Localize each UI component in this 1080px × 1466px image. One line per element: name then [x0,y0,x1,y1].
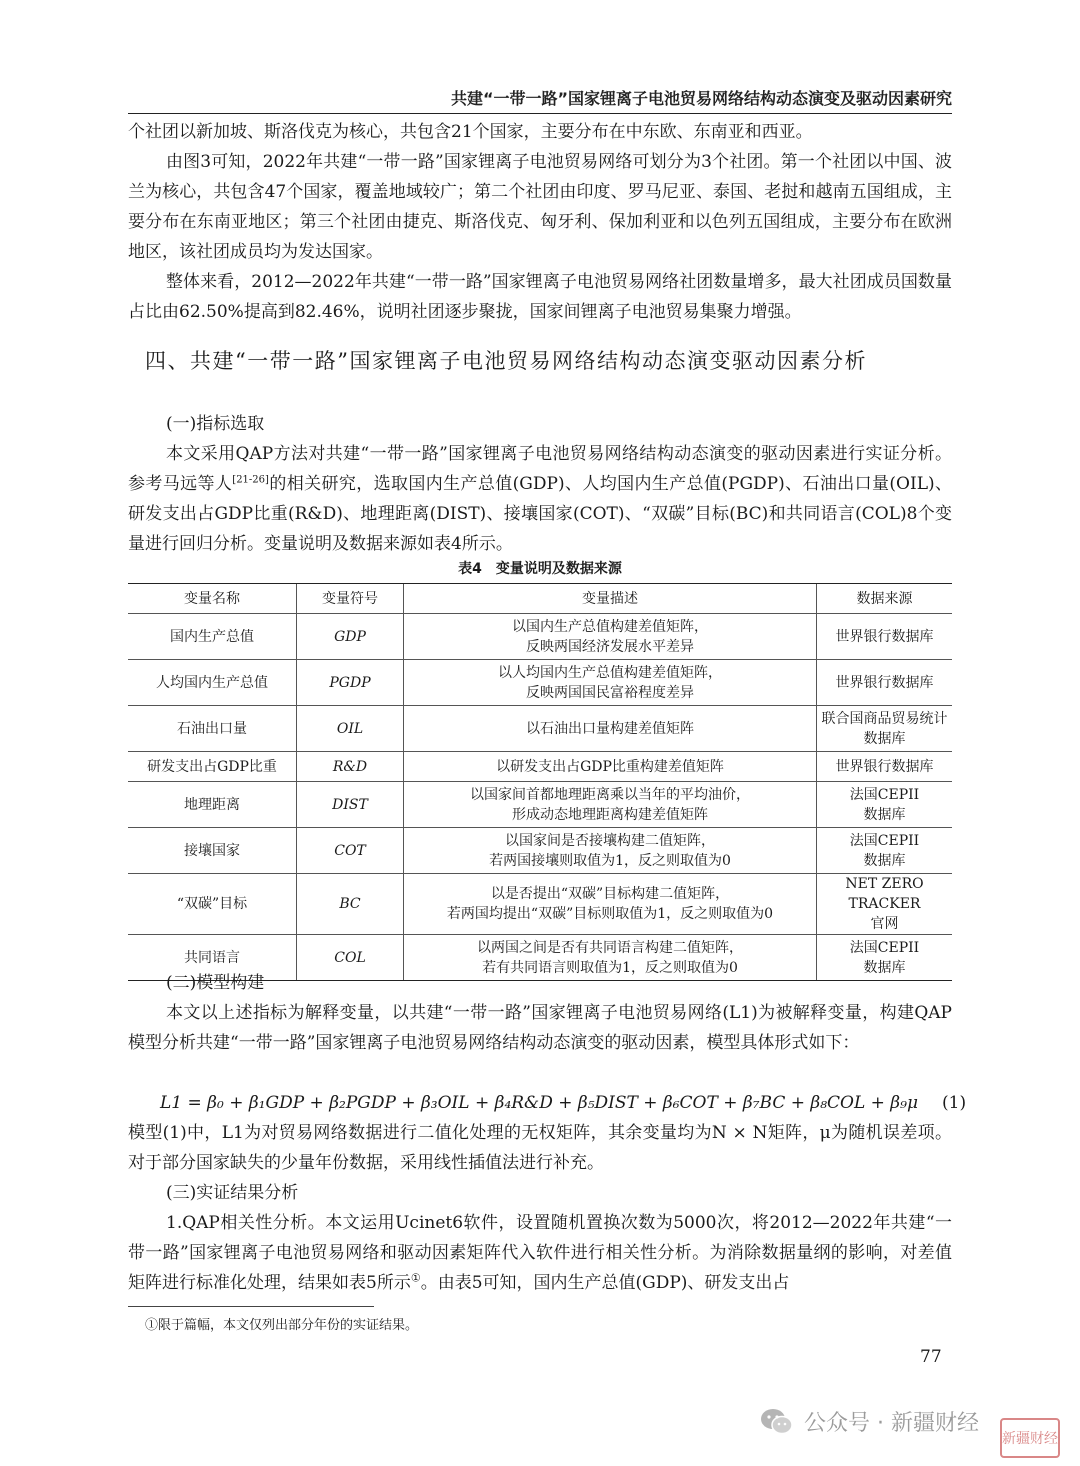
formula-number: (1) [942,1093,967,1113]
section-title: 四、共建“一带一路”国家锂离子电池贸易网络结构动态演变驱动因素分析 [145,349,867,373]
cell-name: “双碳”目标 [128,874,297,935]
source-line: 法国CEPII [849,786,920,803]
cell-name: 国内生产总值 [128,614,297,660]
cell-desc [404,660,817,706]
watermark-text: 公众号 · 新疆财经 [804,1411,979,1436]
source-line: 法国CEPII [849,939,920,956]
desc-line: 以两国之间是否有共同语言构建二值矩阵， [477,939,743,956]
cell-source [817,660,953,706]
table-row [128,874,952,935]
table-row [128,752,952,782]
source-line: 数据库 [863,852,906,869]
cell-desc [404,782,817,828]
table-row [128,782,952,828]
cell-symbol: OIL [297,706,404,752]
source-line: 法国CEPII [849,832,920,849]
cell-name: 研发支出占GDP比重 [128,752,297,782]
desc-line: 以研发支出占GDP比重构建差值矩阵 [496,758,724,775]
source-line: 世界银行数据库 [835,628,934,645]
source-line: 数据库 [863,730,906,747]
source-line: 世界银行数据库 [835,674,934,691]
wechat-icon [760,1407,794,1437]
running-header: 共建“一带一路”国家锂离子电池贸易网络结构动态演变及驱动因素研究 [450,89,952,108]
citation: [21-26] [232,474,269,486]
desc-line: 以人均国内生产总值构建差值矩阵， [498,664,722,681]
header-rule [128,113,952,114]
cell-symbol: BC [297,874,404,935]
cell-source [817,614,953,660]
paragraph-1: 个社团以新加坡、斯洛伐克为核心，共包含21个国家，主要分布在中东欧、东南亚和西亚。 [128,122,813,142]
table-caption: 表4 变量说明及数据来源 [458,561,622,577]
paragraph-6: 模型(1)中，L1为对贸易网络数据进行二值化处理的无权矩阵，其余变量均为N × N矩阵，μ为随机误差项。对于部分国家缺失的少量年份数据，采用线性插值法进行补充。 [128,1123,952,1173]
cell-source [817,752,953,782]
header-var-symbol: 变量符号 [297,584,404,614]
cell-symbol: DIST [297,782,404,828]
variables-table [128,583,952,981]
table-header-row [128,584,952,614]
paragraph-3: 整体来看，2012—2022年共建“一带一路”国家锂离子电池贸易网络社团数量增多，最大社团成员国数量占比由62.50%提高到82.46%，说明社团逐步聚拢，国家间锂离子电池贸易集聚力增强。 [128,272,952,322]
footnote-marker: ① [410,1271,421,1285]
subhead-model-construction: (二)模型构建 [166,973,265,993]
footnote-rule [128,1306,374,1307]
page-number: 77 [920,1347,942,1367]
cell-symbol: COL [297,935,404,981]
table-row [128,828,952,874]
cell-name: 地理距离 [128,782,297,828]
regression-formula [160,1088,966,1118]
cell-source [817,935,953,981]
table-row [128,614,952,660]
formula-text: L1 = β₀ + β₁GDP + β₂PGDP + β₃OIL + β₄R&D + β₅DIST + β₆COT + β₇BC + β₈COL + β₉μ [160,1093,919,1113]
paragraph-7-part-b: 。由表5可知，国内生产总值(GDP)、研发支出占 [420,1273,790,1293]
desc-line: 以石油出口量构建差值矩阵 [526,720,694,737]
source-line: 联合国商品贸易统计 [821,710,948,727]
desc-line: 以国家间是否接壤构建二值矩阵， [505,832,715,849]
table-row [128,706,952,752]
cell-name: 共同语言 [128,935,297,981]
cell-symbol: PGDP [297,660,404,706]
desc-line: 以国家间首都地理距离乘以当年的平均油价， [470,786,750,803]
cell-source [817,828,953,874]
cell-source [817,782,953,828]
desc-line: 以是否提出“双碳”目标构建二值矩阵， [490,886,730,902]
cell-source [817,706,953,752]
seal-stamp: 新疆财经 [1000,1418,1060,1458]
header-var-desc: 变量描述 [404,584,817,614]
paragraph-7-part-a: 1.QAP相关性分析。本文运用Ucinet6软件，设置随机置换次数为5000次，将2012—2022年共建“一带一路”国家锂离子电池贸易网络和驱动因素矩阵代入软件进行相关性分析。为消除数据量纲的影响，对差值矩阵进行标准化处理，结果如表5所示 [128,1213,952,1293]
desc-line: 形成动态地理距离构建差值矩阵 [512,806,708,823]
cell-desc [404,706,817,752]
table-row [128,660,952,706]
desc-line: 若两国接壤则取值为1，反之则取值为0 [489,852,731,869]
source-line: NET ZERO TRACKER [845,876,924,912]
paragraph-4-part-b: 的相关研究，选取国内生产总值(GDP)、人均国内生产总值(PGDP)、石油出口量(OIL)、研发支出占GDP比重(R&D)、地理距离(DIST)、接壤国家(COT)、“双碳”目标(BC)和共同语言(COL)8个变量进行回归分析。变量说明及数据来源如表4所示。 [128,474,952,554]
wechat-watermark [760,1406,979,1437]
subhead-empirical-results: (三)实证结果分析 [166,1183,299,1203]
paragraph-5: 本文以上述指标为解释变量，以共建“一带一路”国家锂离子电池贸易网络(L1)为被解释变量，构建QAP模型分析共建“一带一路”国家锂离子电池贸易网络结构动态演变的驱动因素，模型具体形式如下： [128,1003,952,1053]
cell-source [817,874,953,935]
desc-line: 若有共同语言则取值为1，反之则取值为0 [482,959,738,976]
source-line: 数据库 [863,806,906,823]
cell-desc [404,935,817,981]
cell-desc [404,752,817,782]
cell-desc [404,874,817,935]
cell-name: 石油出口量 [128,706,297,752]
cell-symbol: GDP [297,614,404,660]
desc-line: 若两国均提出“双碳”目标则取值为1，反之则取值为0 [446,906,774,922]
desc-line: 反映两国国民富裕程度差异 [526,684,694,701]
source-line: 数据库 [863,959,906,976]
cell-desc [404,614,817,660]
paragraph-4 [128,439,952,559]
paragraph-4-part-a: 本文采用QAP方法对共建“一带一路”国家锂离子电池贸易网络结构动态演变的驱动因素进行实证分析。参考马远等人 [128,444,952,494]
header-data-source: 数据来源 [817,584,953,614]
cell-name: 接壤国家 [128,828,297,874]
desc-line: 反映两国经济发展水平差异 [526,638,694,655]
desc-line: 以国内生产总值构建差值矩阵， [512,618,708,635]
source-line: 世界银行数据库 [835,758,934,775]
paragraph-2: 由图3可知，2022年共建“一带一路”国家锂离子电池贸易网络可划分为3个社团。第一个社团以中国、波兰为核心，共包含47个国家，覆盖地域较广；第二个社团由印度、罗马尼亚、泰国、老挝和越南五国组成，主要分布在东南亚地区；第三个社团由捷克、斯洛伐克、匈牙利、保加利亚和以色列五国组成，主要分布在欧洲地区，该社团成员均为发达国家。 [128,152,952,262]
cell-symbol: R&D [297,752,404,782]
cell-symbol: COT [297,828,404,874]
subhead-indicator-selection: (一)指标选取 [166,414,265,434]
cell-name: 人均国内生产总值 [128,660,297,706]
header-var-name: 变量名称 [128,584,297,614]
cell-desc [404,828,817,874]
paragraph-7 [128,1208,952,1298]
footnote: ①限于篇幅，本文仅列出部分年份的实证结果。 [145,1318,419,1333]
source-line: 官网 [870,916,899,932]
